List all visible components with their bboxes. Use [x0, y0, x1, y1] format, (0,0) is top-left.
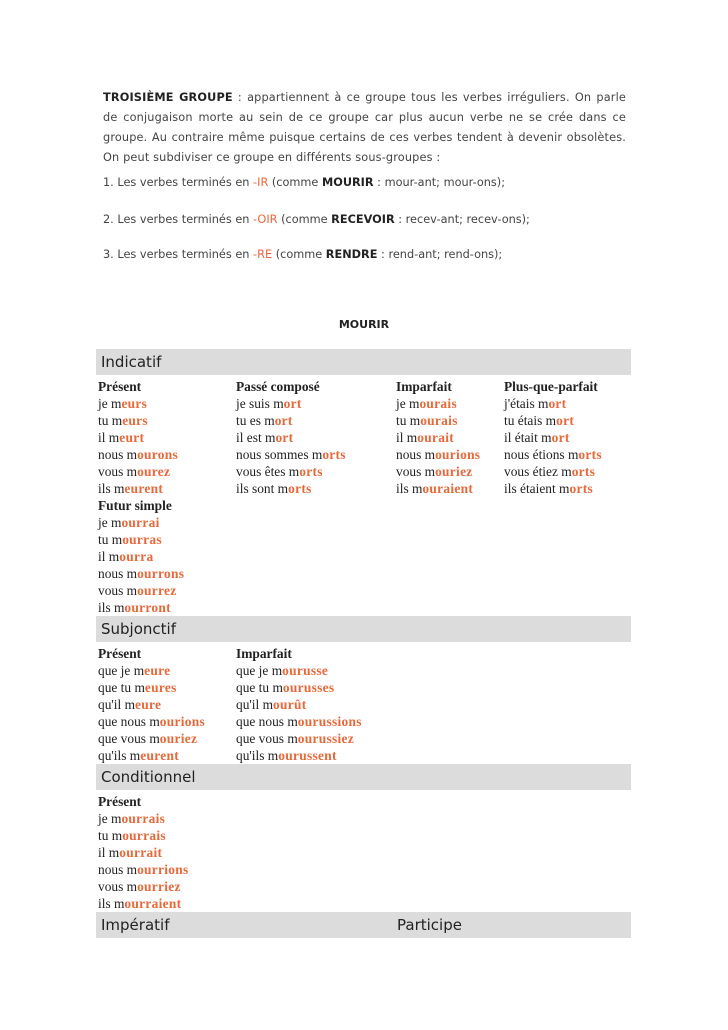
conjugation-row: [98, 895, 189, 912]
item-text: 1. Les verbes terminés en: [103, 176, 254, 189]
item-text: : mour-ant; mour-ons);: [373, 176, 506, 189]
section-bar-conditionnel: [96, 764, 631, 790]
conjugation-ending: ourrais: [121, 811, 166, 826]
conjugation-stem: vous étiez m: [504, 464, 572, 479]
item-text: (comme: [272, 248, 326, 261]
conjugation-stem: que nous m: [236, 714, 298, 729]
conjugation-row: [98, 582, 184, 599]
conjugation-stem: tu étais m: [504, 413, 557, 428]
conjugation-stem: ils étaient m: [504, 481, 570, 496]
conjugation-row: [98, 878, 189, 895]
conjugation-stem: nous m: [396, 447, 436, 462]
conjugation-stem: tu m: [98, 413, 123, 428]
conjugation-ending: ourais: [419, 396, 457, 411]
conjugation-row: [236, 713, 362, 730]
conjugation-stem: nous m: [98, 862, 138, 877]
tense-column: [504, 378, 602, 497]
intro-paragraph: [103, 88, 626, 168]
conjugation-ending: ourras: [122, 532, 162, 547]
conjugation-stem: vous m: [98, 583, 138, 598]
conjugation-ending: ourusses: [282, 680, 335, 695]
tense-column: [236, 645, 362, 764]
conjugation-stem: tu m: [396, 413, 421, 428]
item-ending: -IR: [253, 176, 269, 189]
conjugation-stem: nous étions m: [504, 447, 579, 462]
conjugation-row: [98, 713, 205, 730]
group-title: TROISIÈME GROUPE: [103, 91, 233, 104]
conjugation-ending: orts: [578, 447, 602, 462]
conjugation-row: [98, 480, 178, 497]
conjugation-row: [236, 679, 362, 696]
conjugation-ending: ourriez: [137, 879, 181, 894]
conjugation-ending: eurent: [124, 481, 164, 496]
item-verb: RENDRE: [325, 248, 378, 261]
conjugation-ending: eure: [144, 663, 171, 678]
conjugation-ending: ourait: [417, 430, 454, 445]
conjugation-ending: ourrions: [137, 862, 189, 877]
conjugation-row: [396, 446, 480, 463]
conjugation-ending: ouriez: [159, 731, 198, 746]
section-title: Impératif: [101, 916, 170, 934]
conjugation-stem: vous m: [98, 464, 138, 479]
conjugation-stem: nous m: [98, 447, 138, 462]
conjugation-ending: ort: [283, 396, 302, 411]
conjugation-stem: qu'il m: [98, 697, 136, 712]
item-text: (comme: [268, 176, 322, 189]
conjugation-ending: orts: [299, 464, 323, 479]
conjugation-ending: ourions: [159, 714, 206, 729]
conjugation-stem: vous êtes m: [236, 464, 300, 479]
conjugation-ending: ourussiez: [297, 731, 355, 746]
conjugation-row: [504, 429, 602, 446]
intro-text: : appartiennent à ce groupe tous les verbes irréguliers. On parle de conjugaison morte au sein de ce groupe car plus aucun verbe ne se crée dans ce groupe. Au contraire même puisque certains de ces verbes tendent à devenir obsolètes. On peut subdiviser ce groupe en différents sous-groupes :: [103, 91, 626, 164]
conjugation-row: [98, 696, 205, 713]
conjugation-stem: ils m: [98, 481, 125, 496]
conjugation-stem: que je m: [98, 663, 145, 678]
item-ending: -RE: [253, 248, 273, 261]
conjugation-ending: ourez: [137, 464, 171, 479]
conjugation-ending: ort: [274, 413, 293, 428]
conjugation-ending: ort: [551, 430, 570, 445]
conjugation-row: [98, 565, 184, 582]
tense-column: [98, 645, 205, 764]
conjugation-stem: je suis m: [236, 396, 284, 411]
conjugation-row: [98, 827, 189, 844]
item-text: : rend-ant; rend-ons);: [377, 248, 503, 261]
conjugation-ending: ourra: [119, 549, 154, 564]
conjugation-ending: ort: [548, 396, 567, 411]
conjugation-stem: il était m: [504, 430, 552, 445]
conjugation-row: [504, 446, 602, 463]
conjugation-row: [98, 747, 205, 764]
conjugation-ending: orts: [288, 481, 312, 496]
conjugation-stem: que nous m: [98, 714, 160, 729]
conjugation-ending: ourusse: [282, 663, 329, 678]
conjugation-ending: ourût: [273, 697, 307, 712]
subgroup-item-1: [103, 176, 505, 189]
item-text: (comme: [277, 213, 332, 226]
conjugation-row: [504, 412, 602, 429]
conjugation-row: [504, 480, 602, 497]
conjugation-stem: que tu m: [98, 680, 145, 695]
conjugation-row: [98, 599, 184, 616]
conjugation-row: [98, 730, 205, 747]
section-title: Subjonctif: [101, 620, 176, 638]
conjugation-ending: ourrait: [119, 845, 163, 860]
conjugation-ending: ourussions: [297, 714, 362, 729]
conjugation-row: [504, 395, 602, 412]
conjugation-stem: qu'ils m: [236, 748, 279, 763]
conjugation-stem: tu m: [98, 532, 123, 547]
conjugation-row: [396, 395, 480, 412]
conjugation-ending: ort: [275, 430, 294, 445]
conjugation-row: [236, 395, 346, 412]
tense-header: Imparfait: [236, 646, 292, 661]
conjugation-row: [396, 429, 480, 446]
tense-column: [396, 378, 480, 497]
conjugation-stem: je m: [98, 396, 122, 411]
conjugation-stem: il m: [98, 430, 120, 445]
conjugation-row: [98, 514, 184, 531]
conjugation-ending: ourons: [137, 447, 179, 462]
conjugation-row: [98, 548, 184, 565]
conjugation-stem: je m: [396, 396, 420, 411]
item-text: 3. Les verbes terminés en: [103, 248, 254, 261]
conjugation-ending: ourrez: [137, 583, 177, 598]
conjugation-stem: tu es m: [236, 413, 275, 428]
conjugation-row: [98, 429, 178, 446]
conjugation-stem: ils sont m: [236, 481, 289, 496]
tense-header: Passé composé: [236, 379, 320, 394]
conjugation-row: [98, 662, 205, 679]
conjugation-row: [396, 480, 480, 497]
verb-title: MOURIR: [338, 318, 390, 331]
conjugation-ending: eurs: [122, 413, 148, 428]
tense-column: [98, 793, 189, 912]
conjugation-row: [98, 446, 178, 463]
conjugation-row: [98, 395, 178, 412]
section-bar-subjonctif: [96, 616, 631, 642]
section-bar-indicatif: [96, 349, 631, 375]
conjugation-ending: ourraient: [124, 896, 182, 911]
conjugation-stem: que tu m: [236, 680, 283, 695]
conjugation-ending: eurt: [119, 430, 145, 445]
conjugation-ending: eures: [144, 680, 177, 695]
conjugation-ending: orts: [571, 464, 596, 479]
conjugation-row: [236, 463, 346, 480]
conjugation-stem: ils m: [98, 896, 125, 911]
conjugation-stem: que vous m: [98, 731, 160, 746]
conjugation-stem: nous sommes m: [236, 447, 323, 462]
conjugation-row: [98, 679, 205, 696]
conjugation-stem: il m: [98, 845, 120, 860]
conjugation-stem: ils m: [396, 481, 423, 496]
item-ending: -OIR: [253, 213, 278, 226]
conjugation-stem: il est m: [236, 430, 276, 445]
conjugation-stem: il m: [98, 549, 120, 564]
conjugation-ending: ourrai: [121, 515, 160, 530]
item-text: 2. Les verbes terminés en: [103, 213, 254, 226]
conjugation-row: [236, 446, 346, 463]
conjugation-ending: ort: [556, 413, 575, 428]
conjugation-ending: ourrais: [122, 828, 166, 843]
tense-header: Futur simple: [98, 498, 172, 513]
tense-column: [236, 378, 346, 497]
conjugation-row: [236, 412, 346, 429]
conjugation-stem: tu m: [98, 828, 123, 843]
tense-column: [98, 378, 178, 497]
conjugation-row: [396, 412, 480, 429]
conjugation-ending: ourais: [420, 413, 458, 428]
conjugation-stem: nous m: [98, 566, 138, 581]
conjugation-ending: ouriez: [435, 464, 473, 479]
tense-header: Plus-que-parfait: [504, 379, 598, 394]
conjugation-ending: eure: [135, 697, 162, 712]
conjugation-row: [98, 861, 189, 878]
conjugation-stem: vous m: [396, 464, 436, 479]
conjugation-ending: eurs: [121, 396, 148, 411]
conjugation-stem: je m: [98, 515, 122, 530]
conjugation-row: [98, 463, 178, 480]
conjugation-ending: ourrons: [137, 566, 185, 581]
conjugation-ending: ourront: [124, 600, 171, 615]
conjugation-row: [236, 662, 362, 679]
section-title-participe: Participe: [397, 916, 462, 934]
subgroup-item-2: [103, 213, 530, 226]
conjugation-ending: ourussent: [278, 748, 337, 763]
conjugation-row: [236, 480, 346, 497]
conjugation-ending: orts: [569, 481, 593, 496]
conjugation-stem: ils m: [98, 600, 125, 615]
conjugation-stem: vous m: [98, 879, 138, 894]
tense-column: [98, 497, 184, 616]
conjugation-row: [98, 844, 189, 861]
tense-header: Présent: [98, 646, 142, 661]
section-title: Conditionnel: [101, 768, 196, 786]
tense-header: Présent: [98, 794, 142, 809]
item-verb: MOURIR: [321, 176, 374, 189]
conjugation-row: [236, 747, 362, 764]
conjugation-stem: qu'il m: [236, 697, 274, 712]
conjugation-stem: je m: [98, 811, 122, 826]
conjugation-ending: ouraient: [422, 481, 474, 496]
conjugation-row: [236, 730, 362, 747]
conjugation-row: [396, 463, 480, 480]
conjugation-ending: eurent: [140, 748, 179, 763]
conjugation-row: [236, 429, 346, 446]
conjugation-ending: orts: [322, 447, 346, 462]
conjugation-stem: que je m: [236, 663, 283, 678]
conjugation-ending: ourions: [435, 447, 481, 462]
tense-header: Imparfait: [396, 379, 452, 394]
conjugation-stem: qu'ils m: [98, 748, 141, 763]
subgroup-item-3: [103, 248, 502, 261]
item-verb: RECEVOIR: [331, 213, 395, 226]
section-bar-imperatif: [96, 912, 631, 938]
section-title: Indicatif: [101, 353, 162, 371]
tense-header: Présent: [98, 379, 142, 394]
conjugation-row: [504, 463, 602, 480]
conjugation-row: [98, 412, 178, 429]
item-text: : recev-ant; recev-ons);: [394, 213, 530, 226]
conjugation-row: [98, 810, 189, 827]
conjugation-stem: il m: [396, 430, 418, 445]
conjugation-row: [98, 531, 184, 548]
conjugation-row: [236, 696, 362, 713]
conjugation-stem: que vous m: [236, 731, 298, 746]
conjugation-stem: j'étais m: [504, 396, 549, 411]
